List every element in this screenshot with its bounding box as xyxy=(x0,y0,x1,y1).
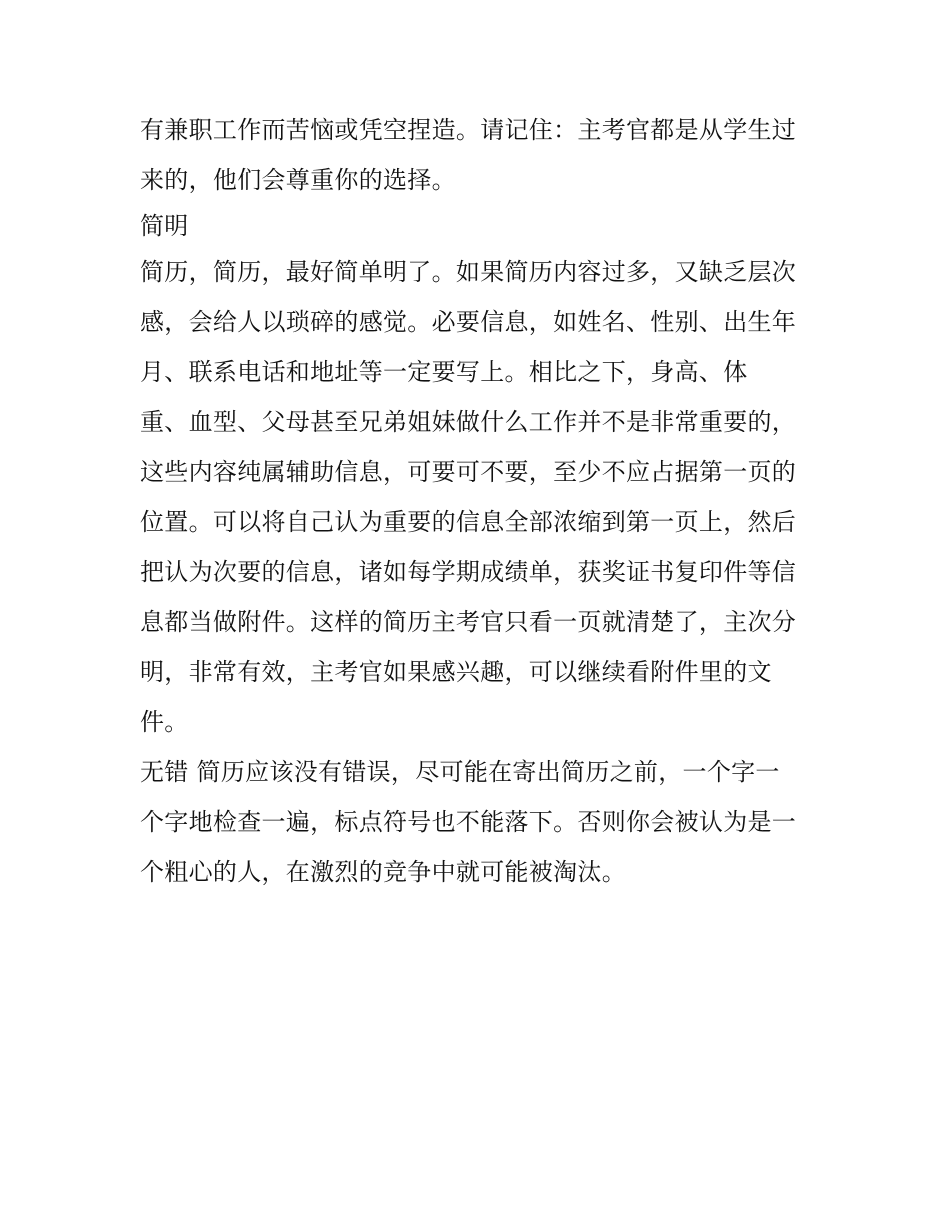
text-line: 感，会给人以琐碎的感觉。必要信息，如姓名、性别、出生年 xyxy=(140,308,797,336)
text-line: 把认为次要的信息，诸如每学期成绩单，获奖证书复印件等信 xyxy=(140,558,797,586)
section-heading: 简明 xyxy=(140,212,189,240)
text-line: 息都当做附件。这样的简历主考官只看一页就清楚了，主次分 xyxy=(140,608,797,636)
text-line: 简历，简历，最好简单明了。如果简历内容过多，又缺乏层次 xyxy=(140,258,797,286)
text-line: 个字地检查一遍，标点符号也不能落下。否则你会被认为是一 xyxy=(140,808,797,836)
text-line: 月、联系电话和地址等一定要写上。相比之下，身高、体 xyxy=(140,358,748,386)
text-line: 这些内容纯属辅助信息，可要可不要，至少不应占据第一页的 xyxy=(140,458,797,486)
text-line: 来的，他们会尊重你的选择。 xyxy=(140,166,456,194)
text-line: 有兼职工作而苦恼或凭空捏造。请记住：主考官都是从学生过 xyxy=(140,116,797,144)
text-line: 重、血型、父母甚至兄弟姐妹做什么工作并不是非常重要的， xyxy=(140,408,797,436)
text-line: 无错 简历应该没有错误，尽可能在寄出简历之前，一个字一 xyxy=(140,758,780,786)
text-line: 明，非常有效，主考官如果感兴趣，可以继续看附件里的文 xyxy=(140,658,772,686)
text-line: 个粗心的人，在激烈的竞争中就可能被淘汰。 xyxy=(140,858,626,886)
text-line: 位置。可以将自己认为重要的信息全部浓缩到第一页上，然后 xyxy=(140,508,797,536)
document-body xyxy=(140,105,830,897)
text-line: 件。 xyxy=(140,708,189,736)
